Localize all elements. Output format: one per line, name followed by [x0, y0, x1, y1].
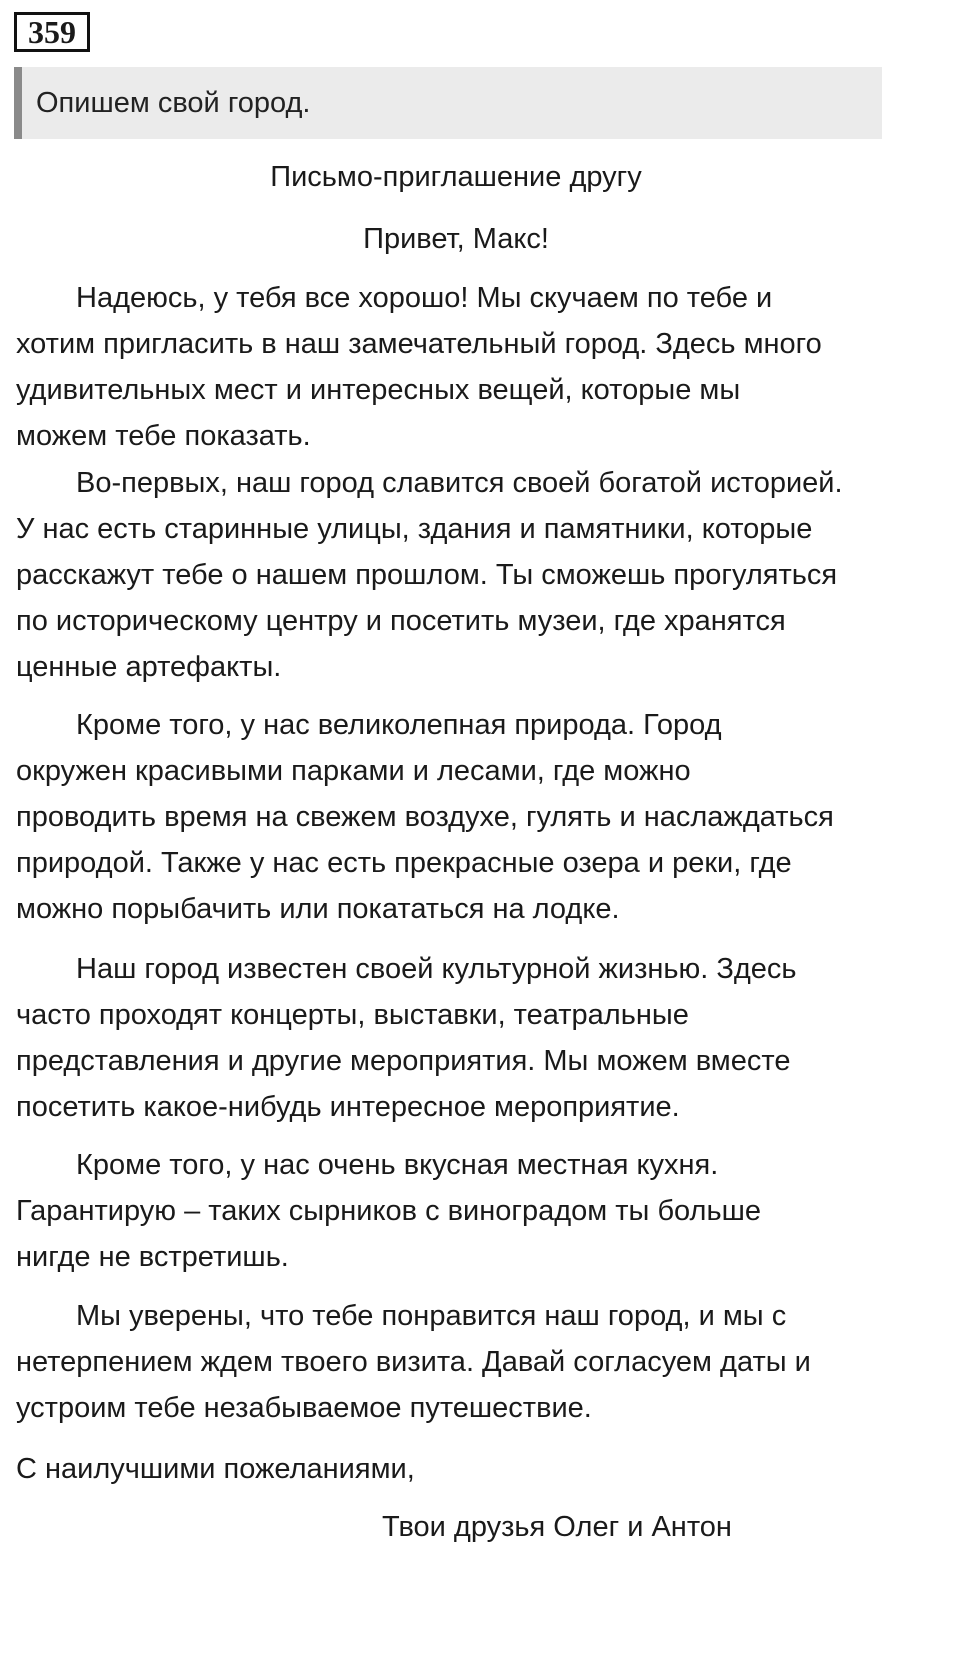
paragraph-line: Гарантирую – таких сырников с виноградом ты больше: [16, 1195, 761, 1227]
paragraph-line: расскажут тебе о нашем прошлом. Ты сможешь прогуляться: [16, 559, 838, 591]
task-instruction-banner: [14, 67, 882, 139]
paragraph-line: посетить какое-нибудь интересное мероприятие.: [16, 1091, 680, 1123]
task-number-box: 359: [14, 12, 90, 52]
paragraph-line: природой. Также у нас есть прекрасные озера и реки, где: [16, 847, 792, 879]
paragraph-line: У нас есть старинные улицы, здания и памятники, которые: [16, 513, 813, 545]
task-instruction-text: Опишем свой город.: [36, 87, 311, 119]
paragraph-line: проводить время на свежем воздухе, гулять и наслаждаться: [16, 801, 834, 833]
paragraph-line: часто проходят концерты, выставки, театральные: [16, 999, 689, 1031]
paragraph-line: Во-первых, наш город славится своей богатой историей.: [76, 467, 843, 499]
letter-paragraph-6: [16, 1293, 896, 1431]
paragraph-line: хотим пригласить в наш замечательный город. Здесь много: [16, 328, 822, 360]
paragraph-line: удивительных мест и интересных вещей, которые мы: [16, 374, 741, 406]
paragraph-line: можно порыбачить или покататься на лодке.: [16, 893, 620, 925]
paragraph-line: Кроме того, у нас великолепная природа. Город: [76, 709, 722, 741]
paragraph-line: окружен красивыми парками и лесами, где можно: [16, 755, 691, 787]
letter-closing: С наилучшими пожеланиями,: [16, 1453, 415, 1485]
letter-paragraph-5: [16, 1142, 896, 1280]
paragraph-line: можем тебе показать.: [16, 420, 311, 452]
letter-paragraph-2: [16, 460, 896, 690]
letter-paragraph-1: [16, 275, 896, 459]
paragraph-line: Надеюсь, у тебя все хорошо! Мы скучаем по тебе и: [76, 282, 773, 314]
paragraph-line: Наш город известен своей культурной жизнью. Здесь: [76, 953, 797, 985]
paragraph-line: устроим тебе незабываемое путешествие.: [16, 1392, 592, 1424]
paragraph-line: Мы уверены, что тебе понравится наш город, и мы с: [76, 1300, 787, 1332]
letter-heading: Письмо-приглашение другу: [270, 161, 642, 193]
letter-paragraph-3: [16, 702, 896, 932]
paragraph-line: нетерпением ждем твоего визита. Давай согласуем даты и: [16, 1346, 811, 1378]
paragraph-line: нигде не встретишь.: [16, 1241, 289, 1273]
letter-greeting: Привет, Макс!: [363, 223, 549, 255]
paragraph-line: представления и другие мероприятия. Мы можем вместе: [16, 1045, 791, 1077]
letter-signature: Твои друзья Олег и Антон: [382, 1511, 732, 1543]
paragraph-line: Кроме того, у нас очень вкусная местная кухня.: [76, 1149, 719, 1181]
letter-paragraph-4: [16, 946, 896, 1130]
paragraph-line: по историческому центру и посетить музеи, где хранятся: [16, 605, 786, 637]
paragraph-line: ценные артефакты.: [16, 651, 282, 683]
